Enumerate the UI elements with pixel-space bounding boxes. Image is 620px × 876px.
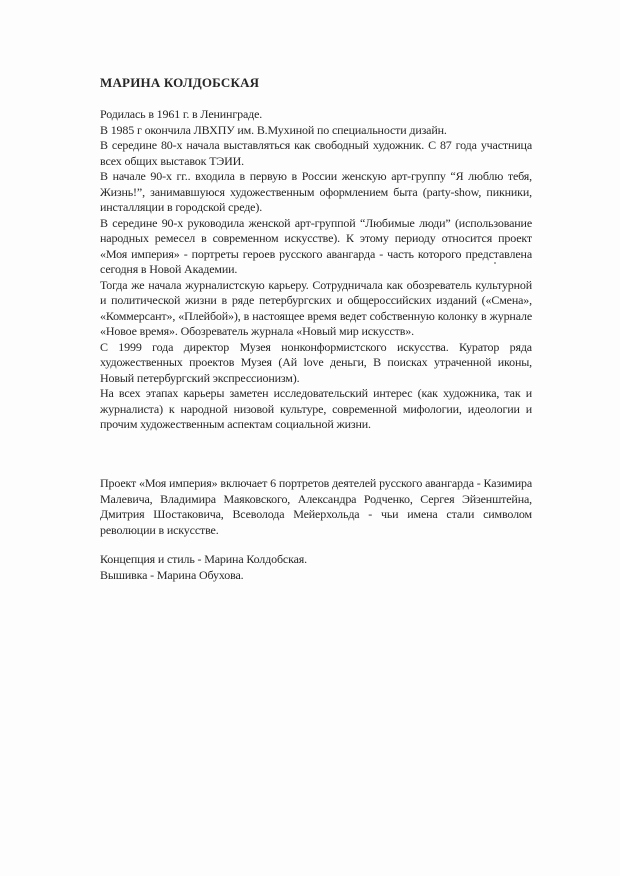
credit-line: Концепция и стиль - Марина Колдобская. [100, 552, 307, 566]
project-description [100, 476, 532, 538]
document-title: МАРИНА КОЛДОБСКАЯ [100, 75, 260, 90]
credit-line: Вышивка - Марина Обухова. [100, 567, 244, 582]
project-paragraph: Проект «Моя империя» включает 6 портретов деятелей русского авангарда - Казимира Малевича, Владимира Маяковского, Александра Родченко, Сергея Эйзенштейна, Дмитрия Шостаковича, Всеволода Мейерхольда - чьи имена стали символом революции в искусстве. [100, 476, 532, 537]
bio-paragraph: Родилась в 1961 г. в Ленинграде. [100, 107, 263, 121]
credits-section [100, 552, 532, 583]
scan-speck [494, 262, 496, 264]
bio-paragraph: На всех этапах карьеры заметен исследовательский интерес (как художника, так и журналиста) к народной низовой культуре, современной мифологии, идеологии и прочим художественным аспектам социальной жизни. [100, 386, 532, 431]
bio-paragraph: В середине 90-х руководила женской арт-группой “Любимые люди” (использование народных ремесел в современном искусстве). К этому периоду относится проект «Моя империя» - портреты героев русского авангарда - часть которого представлена сегодня в Новой Академии. [100, 215, 532, 276]
bio-paragraph: Тогда же начала журналистскую карьеру. Сотрудничала как обозреватель культурной и политической жизни в ряде петербургских и общероссийских изданий («Смена», «Коммерсант», «Плейбой»), в настоящее время ведет собственную колонку в журнале «Новое время». Обозреватель журнала «Новый мир искусств». [100, 277, 532, 338]
bio-paragraph: В середине 80-х начала выставляться как свободный художник. С 87 года участница всех общих выставок ТЭИИ. [100, 138, 532, 168]
bio-paragraph: С 1999 года директор Музея нонконформистского искусства. Куратор ряда художественных проектов Музея (Ай love деньги, В поисках утраченной иконы, Новый петербургский экспрессионизм). [100, 339, 532, 385]
biography-section [100, 107, 532, 433]
bio-paragraph: В начале 90-х гг.. входила в первую в России женскую арт-группу “Я люблю тебя, Жизнь!”, занимавшуюся художественным оформлением быта (party-show, пикники, инсталляции в городской среде). [100, 169, 532, 214]
bio-paragraph: В 1985 г окончила ЛВХПУ им. В.Мухиной по специальности дизайн. [100, 122, 447, 137]
